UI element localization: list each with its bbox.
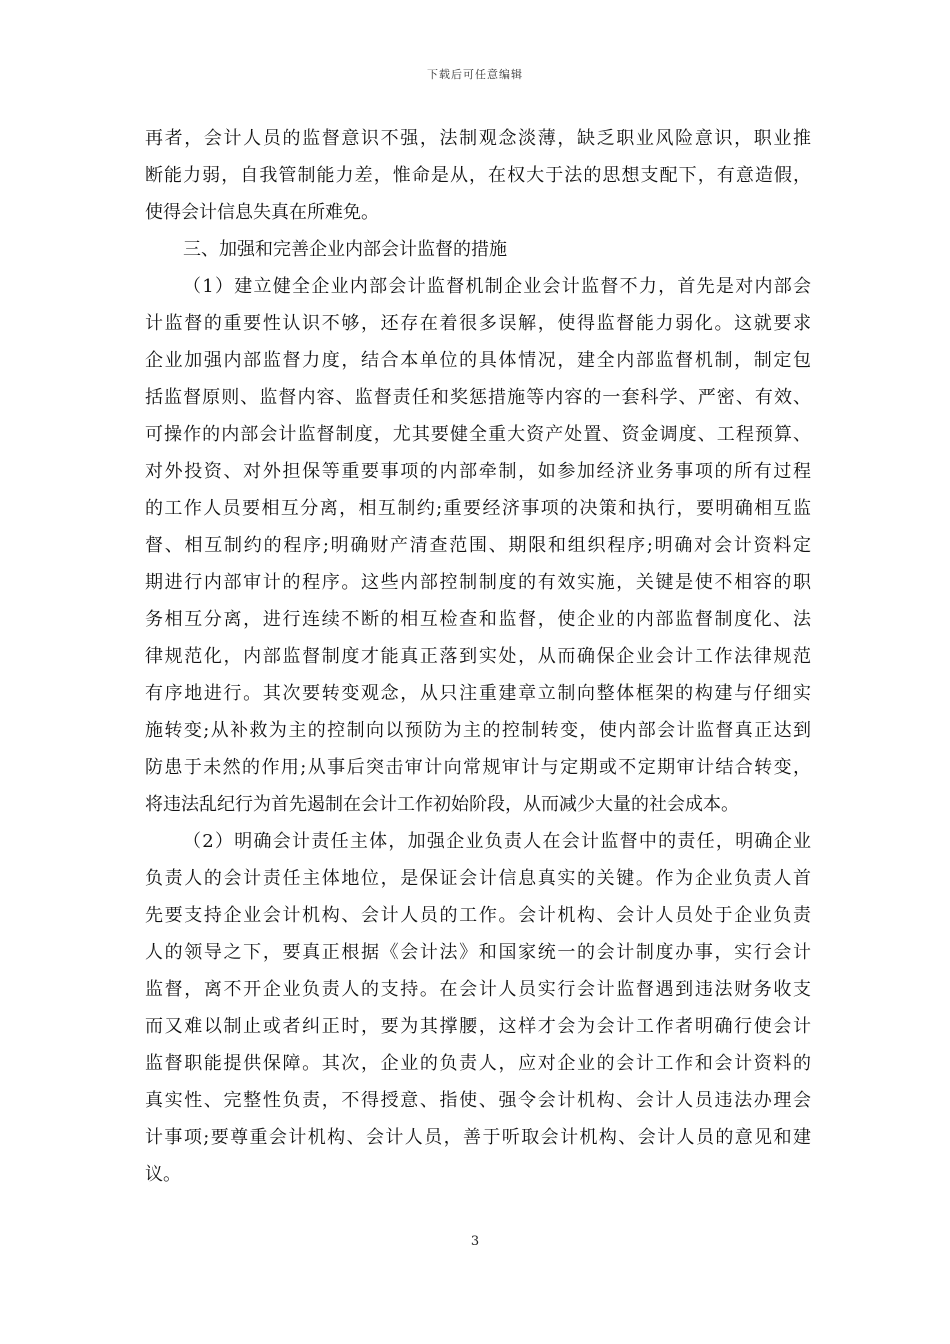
text-line: 的工作人员要相互分离，相互制约;重要经济事项的决策和执行，要明确相互监: [145, 498, 811, 519]
text-line: 断能力弱，自我管制能力差，惟命是从，在权大于法的思想支配下，有意造假，: [145, 165, 811, 186]
text-line: 务相互分离，进行连续不断的相互检查和监督，使企业的内部监督制度化、法: [145, 609, 811, 630]
paragraph: [145, 823, 811, 1193]
text-line: 计事项;要尊重会计机构、会计人员，善于听取会计机构、会计人员的意见和建: [145, 1127, 811, 1148]
page-number: 3: [470, 1234, 480, 1249]
text-line: 使得会计信息失真在所难免。: [145, 202, 379, 223]
text-line: 监督职能提供保障。其次，企业的负责人，应对企业的会计工作和会计资料的: [145, 1053, 811, 1074]
text-line: 人的领导之下，要真正根据《会计法》和国家统一的会计制度办事，实行会计: [145, 942, 811, 963]
section-heading: [145, 231, 811, 268]
text-line: 议。: [145, 1164, 181, 1185]
page-header: 下载后可任意编辑: [427, 68, 523, 81]
text-line: （1）建立健全企业内部会计监督机制企业会计监督不力，首先是对内部会: [183, 276, 811, 297]
text-line: 施转变;从补救为主的控制向以预防为主的控制转变，使内部会计监督真正达到: [145, 720, 811, 741]
text-line: 期进行内部审计的程序。这些内部控制制度的有效实施，关键是使不相容的职: [145, 572, 811, 593]
text-line: 监督，离不开企业负责人的支持。在会计人员实行会计监督遇到违法财务收支: [145, 979, 811, 1000]
text-line: 而又难以制止或者纠正时，要为其撑腰，这样才会为会计工作者明确行使会计: [145, 1016, 811, 1037]
text-line: 可操作的内部会计监督制度，尤其要健全重大资产处置、资金调度、工程预算、: [145, 424, 811, 445]
text-line: 计监督的重要性认识不够，还存在着很多误解，使得监督能力弱化。这就要求: [145, 313, 811, 334]
document-body: [145, 120, 811, 1193]
text-line: 三、加强和完善企业内部会计监督的措施: [183, 239, 507, 260]
paragraph: [145, 268, 811, 823]
text-line: 督、相互制约的程序;明确财产清查范围、期限和组织程序;明确对会计资料定: [145, 535, 811, 556]
text-line: 对外投资、对外担保等重要事项的内部牵制，如参加经济业务事项的所有过程: [145, 461, 811, 482]
text-line: 有序地进行。其次要转变观念，从只注重建章立制向整体框架的构建与仔细实: [145, 683, 811, 704]
text-line: 真实性、完整性负责，不得授意、指使、强令会计机构、会计人员违法办理会: [145, 1090, 811, 1111]
text-line: 负责人的会计责任主体地位，是保证会计信息真实的关键。作为企业负责人首: [145, 868, 811, 889]
text-line: 将违法乱纪行为首先遏制在会计工作初始阶段，从而减少大量的社会成本。: [145, 794, 739, 815]
text-line: （2）明确会计责任主体，加强企业负责人在会计监督中的责任，明确企业: [183, 831, 811, 852]
text-line: 防患于未然的作用;从事后突击审计向常规审计与定期或不定期审计结合转变，: [145, 757, 811, 778]
text-line: 括监督原则、监督内容、监督责任和奖惩措施等内容的一套科学、严密、有效、: [145, 387, 811, 408]
text-line: 再者，会计人员的监督意识不强，法制观念淡薄，缺乏职业风险意识，职业推: [145, 128, 811, 149]
paragraph: [145, 120, 811, 231]
text-line: 律规范化，内部监督制度才能真正落到实处，从而确保企业会计工作法律规范: [145, 646, 811, 667]
text-line: 企业加强内部监督力度，结合本单位的具体情况，建全内部监督机制，制定包: [145, 350, 811, 371]
text-line: 先要支持企业会计机构、会计人员的工作。会计机构、会计人员处于企业负责: [145, 905, 811, 926]
